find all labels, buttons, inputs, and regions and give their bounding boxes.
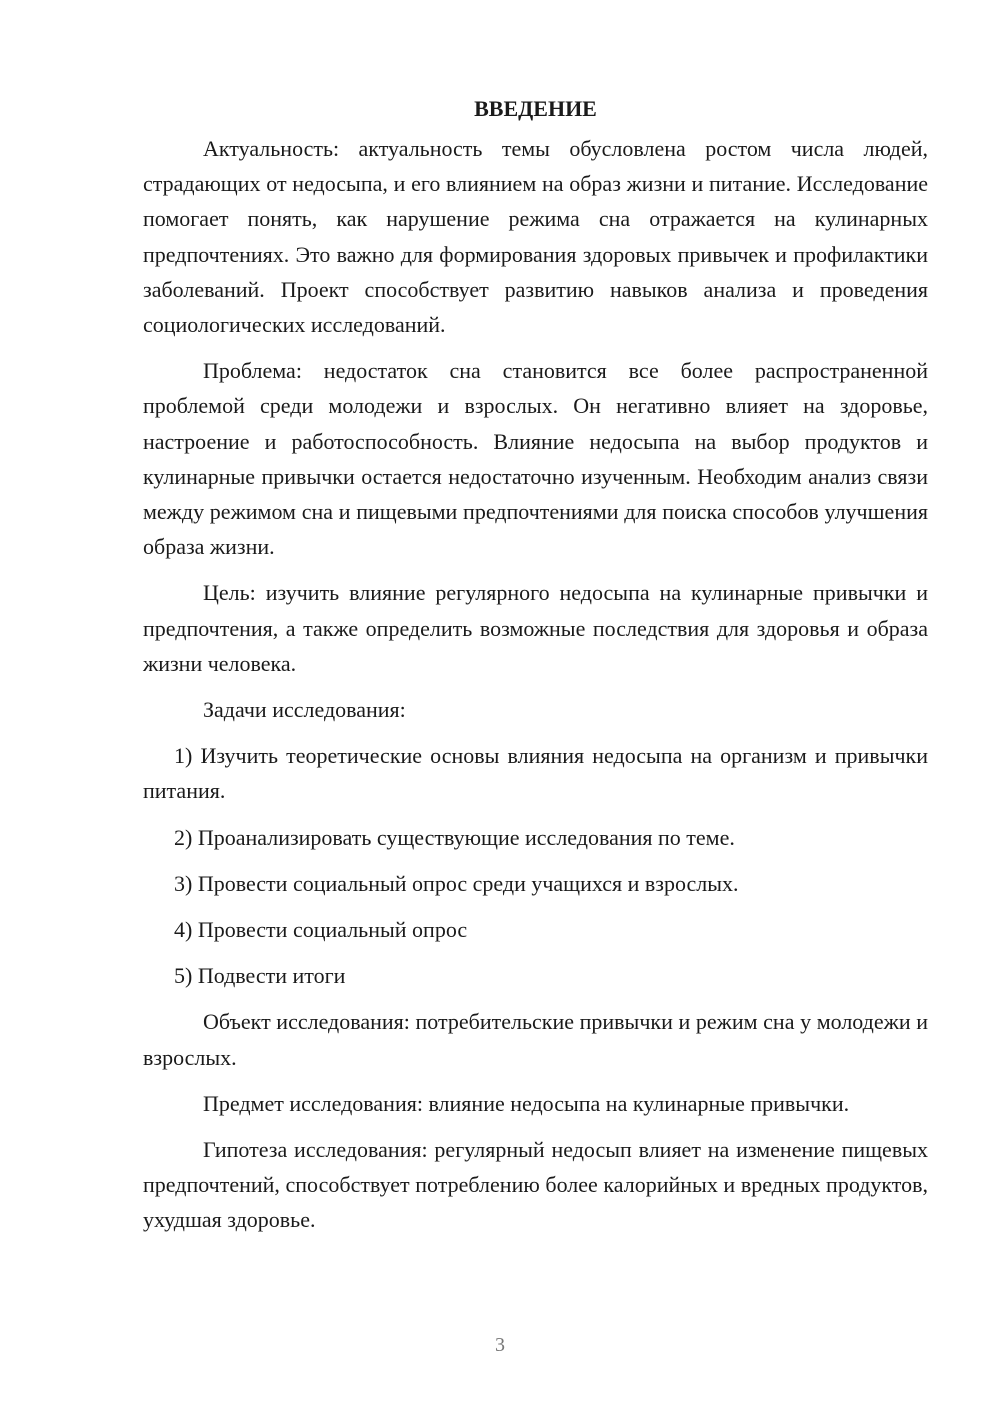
page-title: ВВЕДЕНИЕ bbox=[474, 96, 597, 121]
relevance-paragraph: Актуальность: актуальность темы обусловлена ростом числа людей, страдающих от недосыпа, и его влиянием на образ жизни и питание. Исследование помогает понять, как нарушение режима сна отражается на кулинарных предпочтениях. Это важно для формирования здоровых привычек и профилактики заболеваний. Проект способствует развитию навыков анализа и проведения социологических исследований. bbox=[143, 136, 928, 338]
problem-paragraph: Проблема: недостаток сна становится все более распространенной проблемой среди молодежи и взрослых. Он негативно влияет на здоровье, настроение и работоспособность. Влияние недосыпа на выбор продуктов и кулинарные привычки остается недостаточно изученным. Необходим анализ связи между режимом сна и пищевыми предпочтениями для поиска способов улучшения образа жизни. bbox=[143, 358, 928, 560]
task-item-2: 2) Проанализировать существующие исследования по теме. bbox=[174, 824, 735, 850]
tasks-heading: Задачи исследования: bbox=[203, 697, 406, 723]
task-item-3: 3) Провести социальный опрос среди учащихся и взрослых. bbox=[174, 870, 739, 896]
page-number: 3 bbox=[495, 1334, 505, 1356]
task-item-4: 4) Провести социальный опрос bbox=[174, 917, 468, 943]
document-page bbox=[143, 92, 928, 1238]
hypothesis-paragraph: Гипотеза исследования: регулярный недосып влияет на изменение пищевых предпочтений, способствует потреблению более калорийных и вредных продуктов, ухудшая здоровье. bbox=[143, 1137, 928, 1233]
task-item-1: 1) Изучить теоретические основы влияния недосыпа на организм и привычки питания. bbox=[143, 743, 928, 804]
object-paragraph: Объект исследования: потребительские привычки и режим сна у молодежи и взрослых. bbox=[143, 1009, 928, 1070]
goal-paragraph: Цель: изучить влияние регулярного недосыпа на кулинарные привычки и предпочтения, а также определить возможные последствия для здоровья и образа жизни человека. bbox=[143, 580, 928, 676]
subject-paragraph: Предмет исследования: влияние недосыпа на кулинарные привычки. bbox=[203, 1090, 850, 1116]
task-item-5: 5) Подвести итоги bbox=[174, 963, 346, 989]
